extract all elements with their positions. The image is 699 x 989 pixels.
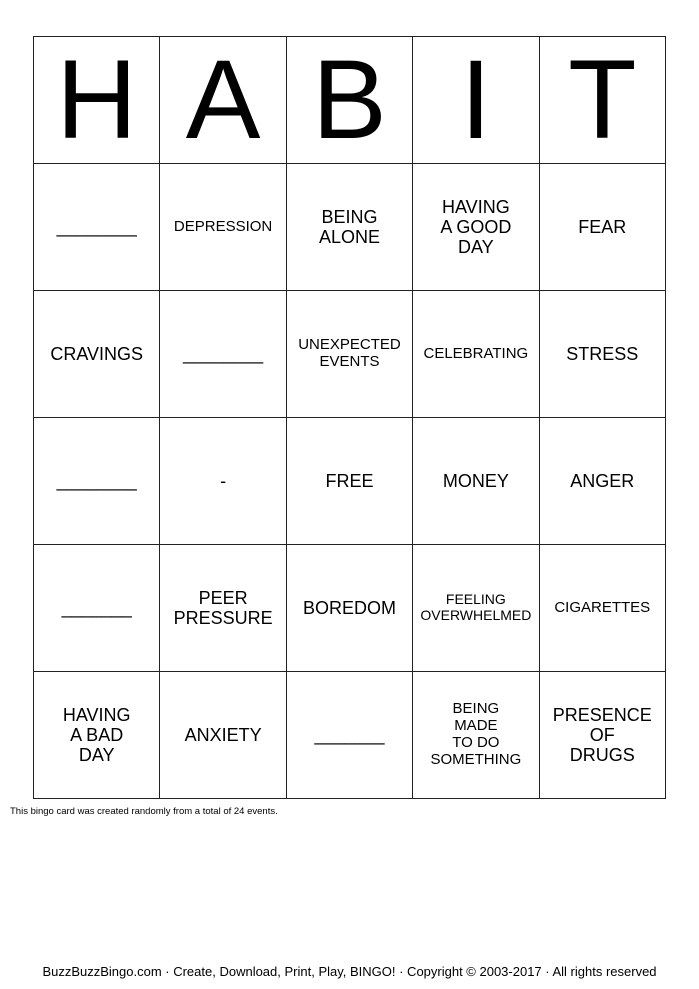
card-cell: _______	[34, 545, 160, 672]
page-footer: BuzzBuzzBingo.com · Create, Download, Print, Play, BINGO! · Copyright © 2003-2017 · All rights reserved	[42, 964, 657, 979]
card-cell: CRAVINGS	[34, 291, 160, 418]
header-letter-h: H	[34, 37, 160, 164]
card-cell: STRESS	[539, 291, 665, 418]
card-row-5	[34, 672, 666, 799]
card-row-4	[34, 545, 666, 672]
card-cell: DEPRESSION	[160, 164, 286, 291]
bingo-card	[33, 36, 666, 799]
card-cell: FEAR	[539, 164, 665, 291]
card-cell: UNEXPECTED EVENTS	[286, 291, 412, 418]
card-row-2	[34, 291, 666, 418]
card-cell: BEING ALONE	[286, 164, 412, 291]
card-cell: PEER PRESSURE	[160, 545, 286, 672]
card-cell: _______	[286, 672, 412, 799]
card-cell: BEING MADE TO DO SOMETHING	[413, 672, 539, 799]
card-row-1	[34, 164, 666, 291]
card-cell: ________	[34, 418, 160, 545]
card-row-3	[34, 418, 666, 545]
card-cell: CELEBRATING	[413, 291, 539, 418]
header-letter-a: A	[160, 37, 286, 164]
card-cell: CIGARETTES	[539, 545, 665, 672]
header-letter-b: B	[286, 37, 412, 164]
card-cell: PRESENCE OF DRUGS	[539, 672, 665, 799]
card-cell: ________	[34, 164, 160, 291]
card-caption: This bingo card was created randomly from a total of 24 events.	[10, 806, 278, 817]
card-cell: HAVING A BAD DAY	[34, 672, 160, 799]
header-letter-t: T	[539, 37, 665, 164]
card-cell: ANGER	[539, 418, 665, 545]
card-cell: FREE	[286, 418, 412, 545]
card-cell: MONEY	[413, 418, 539, 545]
card-cell: ANXIETY	[160, 672, 286, 799]
card-cell: BOREDOM	[286, 545, 412, 672]
header-letter-i: I	[413, 37, 539, 164]
card-cell: ________	[160, 291, 286, 418]
card-cell: FEELING OVERWHELMED	[413, 545, 539, 672]
card-cell: HAVING A GOOD DAY	[413, 164, 539, 291]
card-cell: -	[160, 418, 286, 545]
header-row	[34, 37, 666, 164]
